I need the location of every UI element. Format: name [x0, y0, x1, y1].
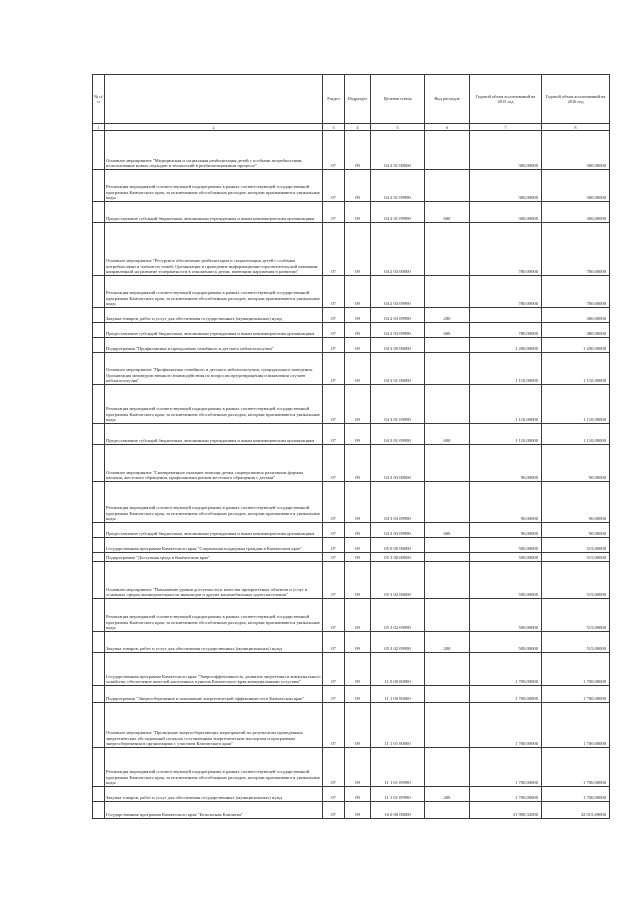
- cell-2016: 300,00000: [542, 170, 610, 202]
- table-row: [93, 276, 610, 308]
- table-row: [93, 482, 610, 523]
- cell-num: [93, 748, 105, 787]
- cell-podrazdel: 09: [345, 223, 371, 276]
- cell-name: Государственная программа Камчатского края "Безопасная Камчатка": [105, 802, 323, 819]
- cell-name: Основное мероприятие "Своевременное оказание помощи детям, подвергшимся различным формам насилия, жестокого обращения, профилактика рисков жестокого обращения с детьми": [105, 445, 323, 482]
- table-row: [93, 653, 610, 686]
- cell-podrazdel: 09: [345, 523, 371, 538]
- cell-name: Реализация мероприятий соответствующей подпрограммы в рамках соответствующей государственной программы Камчатского края, за исключением обособленных расходов, которым присваиваются уникальные коды: [105, 385, 323, 424]
- cell-podrazdel: 09: [345, 131, 371, 170]
- header-podrazdel: Подраздел: [345, 75, 371, 124]
- cell-2016: 1 700,00000: [542, 653, 610, 686]
- table-row: [93, 424, 610, 445]
- cell-csr: 04 2 03 00000: [371, 223, 425, 276]
- table-row: [93, 353, 610, 385]
- cell-razdel: 07: [323, 424, 345, 445]
- cell-2016: 1 110,00000: [542, 385, 610, 424]
- cell-num: [93, 802, 105, 819]
- cell-name: Закупка товаров, работ и услуг для обеспечения государственных (муниципальных) нужд: [105, 632, 323, 653]
- cell-2015: 1 700,00000: [470, 787, 542, 802]
- cell-2016: 90,00000: [542, 445, 610, 482]
- cell-2015: 780,00000: [470, 223, 542, 276]
- cell-num: [93, 599, 105, 632]
- table-row: [93, 553, 610, 562]
- cell-2016: 780,00000: [542, 223, 610, 276]
- cell-csr: 05 0 00 00000: [371, 538, 425, 553]
- cell-2015: 780,00000: [470, 276, 542, 308]
- cell-csr: 05 3 02 09990: [371, 599, 425, 632]
- cell-csr: 04 3 03 09990: [371, 523, 425, 538]
- cell-2016: 1 110,00000: [542, 353, 610, 385]
- cell-2016: 300,00000: [542, 131, 610, 170]
- cell-2015: 300,00000: [470, 170, 542, 202]
- table-row: [93, 562, 610, 599]
- col-number: 8: [542, 124, 610, 131]
- cell-2016: 780,00000: [542, 276, 610, 308]
- cell-name: Государственная программа Камчатского края "Энергоэффективность, развитие энергетики и коммунального хозяйства, обеспечение жителей населенных пунктов Камчатского края коммунальными услугами": [105, 653, 323, 686]
- cell-name: Предоставление субсидий бюджетным, автономным учреждениям и иным некоммерческим организациям: [105, 323, 323, 338]
- cell-name: Государственная программа Камчатского края "Социальная поддержка граждан в Камчатском крае": [105, 538, 323, 553]
- cell-num: [93, 353, 105, 385]
- cell-csr: 05 3 00 00000: [371, 553, 425, 562]
- cell-2015: 500,00000: [470, 553, 542, 562]
- cell-2016: 1 700,00000: [542, 748, 610, 787]
- cell-podrazdel: 09: [345, 748, 371, 787]
- cell-podrazdel: 09: [345, 353, 371, 385]
- cell-vr: [425, 748, 470, 787]
- cell-podrazdel: 09: [345, 538, 371, 553]
- cell-2015: 1 700,00000: [470, 748, 542, 787]
- cell-2015: 31 908,32000: [470, 802, 542, 819]
- cell-csr: 04 3 03 09990: [371, 482, 425, 523]
- cell-csr: 04 3 01 00000: [371, 353, 425, 385]
- cell-2015: 1 200,00000: [470, 338, 542, 353]
- cell-name: Реализация мероприятий соответствующей подпрограммы в рамках соответствующей государственной программы Камчатского края, за исключением обособленных расходов, которым присваиваются уникальные коды: [105, 276, 323, 308]
- header-num: № п/п: [93, 75, 105, 124]
- header-razdel: Раздел: [323, 75, 345, 124]
- cell-name: Подпрограмма "Доступная среда в Камчатском крае": [105, 553, 323, 562]
- header-vr: Вид расходов: [425, 75, 470, 124]
- cell-vr: [425, 170, 470, 202]
- cell-2015: 1 110,00000: [470, 385, 542, 424]
- cell-razdel: 07: [323, 562, 345, 599]
- cell-podrazdel: 09: [345, 653, 371, 686]
- cell-csr: 11 1 00 00000: [371, 686, 425, 703]
- cell-2016: 515,00000: [542, 632, 610, 653]
- table-row: [93, 223, 610, 276]
- cell-name: Основное мероприятие "Проведение энергосберегающих мероприятий по результатам проведенных энергетических обследований согласно составленным энергетическим паспортам и программам энергосбережения в организациях с участием Камчатского края": [105, 703, 323, 748]
- cell-razdel: 07: [323, 802, 345, 819]
- cell-vr: [425, 445, 470, 482]
- cell-razdel: 07: [323, 787, 345, 802]
- cell-razdel: 07: [323, 523, 345, 538]
- cell-podrazdel: 09: [345, 308, 371, 323]
- cell-csr: 04 2 03 09990: [371, 308, 425, 323]
- cell-num: [93, 653, 105, 686]
- table-row: [93, 748, 610, 787]
- cell-csr: 05 3 02 09990: [371, 632, 425, 653]
- cell-razdel: 07: [323, 223, 345, 276]
- cell-vr: [425, 131, 470, 170]
- cell-num: [93, 323, 105, 338]
- cell-2016: 515,00000: [542, 562, 610, 599]
- column-number-row: [93, 124, 610, 131]
- cell-vr: [425, 599, 470, 632]
- table-header-row: [93, 75, 610, 124]
- cell-csr: 11 0 00 00000: [371, 653, 425, 686]
- cell-name: Реализация мероприятий соответствующей подпрограммы в рамках соответствующей государственной программы Камчатского края, за исключением обособленных расходов, которым присваиваются уникальные коды: [105, 748, 323, 787]
- cell-2015: 1 700,00000: [470, 653, 542, 686]
- cell-podrazdel: 09: [345, 445, 371, 482]
- header-csr: Целевая статья: [371, 75, 425, 124]
- col-number: 4: [345, 124, 371, 131]
- cell-num: [93, 170, 105, 202]
- cell-num: [93, 523, 105, 538]
- cell-csr: 11 1 01 00000: [371, 703, 425, 748]
- cell-csr: 11 1 01 09990: [371, 787, 425, 802]
- cell-podrazdel: 09: [345, 703, 371, 748]
- cell-vr: 600: [425, 424, 470, 445]
- cell-razdel: 07: [323, 353, 345, 385]
- cell-razdel: 07: [323, 338, 345, 353]
- cell-razdel: 07: [323, 599, 345, 632]
- table-row: [93, 703, 610, 748]
- table-row: [93, 787, 610, 802]
- cell-vr: [425, 482, 470, 523]
- cell-vr: 600: [425, 323, 470, 338]
- cell-2015: 300,00000: [470, 131, 542, 170]
- cell-csr: 04 2 01 00000: [371, 131, 425, 170]
- cell-vr: [425, 353, 470, 385]
- cell-razdel: 07: [323, 748, 345, 787]
- cell-num: [93, 787, 105, 802]
- cell-podrazdel: 09: [345, 202, 371, 223]
- cell-2015: 90,00000: [470, 482, 542, 523]
- cell-csr: 04 2 03 09990: [371, 276, 425, 308]
- cell-num: [93, 686, 105, 703]
- cell-num: [93, 338, 105, 353]
- cell-num: [93, 445, 105, 482]
- budget-table-sheet: [92, 74, 609, 819]
- cell-num: [93, 553, 105, 562]
- cell-name: Предоставление субсидий бюджетным, автономным учреждениям и иным некоммерческим организациям: [105, 523, 323, 538]
- budget-table: [92, 74, 610, 819]
- cell-num: [93, 308, 105, 323]
- cell-razdel: 07: [323, 202, 345, 223]
- cell-csr: 04 2 01 09990: [371, 202, 425, 223]
- cell-vr: [425, 653, 470, 686]
- cell-num: [93, 482, 105, 523]
- cell-vr: 200: [425, 308, 470, 323]
- cell-name: Основное мероприятие "Профилактика семейного и детского неблагополучия, суицидального поведения. Организация межведомственного взаимодействия по вопросам предотвращения и выявления случаев неблагополучия": [105, 353, 323, 385]
- cell-name: Закупка товаров, работ и услуг для обеспечения государственных (муниципальных) нужд: [105, 308, 323, 323]
- cell-razdel: 07: [323, 703, 345, 748]
- cell-razdel: 07: [323, 170, 345, 202]
- cell-2016: 515,00000: [542, 599, 610, 632]
- cell-podrazdel: 09: [345, 562, 371, 599]
- table-row: [93, 338, 610, 353]
- cell-name: Подпрограмма "Профилактика и преодоление семейного и детского неблагополучия": [105, 338, 323, 353]
- cell-csr: 04 3 01 09990: [371, 385, 425, 424]
- cell-podrazdel: 09: [345, 424, 371, 445]
- cell-num: [93, 632, 105, 653]
- cell-podrazdel: 09: [345, 482, 371, 523]
- cell-2016: 1 200,00000: [542, 338, 610, 353]
- cell-num: [93, 223, 105, 276]
- cell-name: Закупка товаров, работ и услуг для обеспечения государственных (муниципальных) нужд: [105, 787, 323, 802]
- cell-razdel: 07: [323, 686, 345, 703]
- cell-2016: 1 700,00000: [542, 686, 610, 703]
- cell-name: Реализация мероприятий соответствующей подпрограммы в рамках соответствующей государственной программы Камчатского края, за исключением обособленных расходов, которым присваиваются уникальные коды: [105, 170, 323, 202]
- cell-csr: 05 3 02 00000: [371, 562, 425, 599]
- cell-podrazdel: 09: [345, 323, 371, 338]
- cell-podrazdel: 09: [345, 787, 371, 802]
- cell-2015: 1 700,00000: [470, 703, 542, 748]
- cell-podrazdel: 09: [345, 338, 371, 353]
- cell-vr: [425, 223, 470, 276]
- header-name: [105, 75, 323, 124]
- table-body: [93, 131, 610, 819]
- cell-razdel: 07: [323, 553, 345, 562]
- col-number: 2: [105, 124, 323, 131]
- cell-2015: 1 110,00000: [470, 353, 542, 385]
- cell-name: Основное мероприятие "Ресурсное обеспечение реабилитации и социализации детей с особыми потребностями и членов их семей; Организация и проведение информационно-просветительской кампании, направленной на развитие толерантности в отношении к детям, имеющим нарушения в развитии": [105, 223, 323, 276]
- cell-2016: 515,00000: [542, 553, 610, 562]
- cell-2015: 300,00000: [470, 202, 542, 223]
- cell-razdel: 07: [323, 653, 345, 686]
- cell-podrazdel: 09: [345, 686, 371, 703]
- cell-2016: 1 700,00000: [542, 787, 610, 802]
- cell-vr: [425, 686, 470, 703]
- cell-csr: 04 3 03 00000: [371, 445, 425, 482]
- cell-vr: [425, 703, 470, 748]
- cell-2015: 1 700,00000: [470, 686, 542, 703]
- table-row: [93, 445, 610, 482]
- cell-podrazdel: 09: [345, 385, 371, 424]
- col-number: 5: [371, 124, 425, 131]
- header-2016: Годовой объем ассигнований на 2016 год: [542, 75, 610, 124]
- cell-num: [93, 538, 105, 553]
- cell-2016: 300,00000: [542, 202, 610, 223]
- cell-podrazdel: 09: [345, 276, 371, 308]
- col-number: 1: [93, 124, 105, 131]
- cell-vr: [425, 538, 470, 553]
- cell-razdel: 07: [323, 131, 345, 170]
- cell-csr: 16 0 00 00000: [371, 802, 425, 819]
- cell-vr: 200: [425, 632, 470, 653]
- cell-num: [93, 424, 105, 445]
- table-row: [93, 308, 610, 323]
- cell-2016: 1 700,00000: [542, 703, 610, 748]
- table-row: [93, 202, 610, 223]
- cell-razdel: 07: [323, 482, 345, 523]
- cell-razdel: 07: [323, 323, 345, 338]
- cell-num: [93, 562, 105, 599]
- cell-vr: [425, 562, 470, 599]
- cell-razdel: 07: [323, 276, 345, 308]
- cell-podrazdel: 09: [345, 599, 371, 632]
- cell-2016: 32 015,69000: [542, 802, 610, 819]
- cell-2016: 480,00000: [542, 323, 610, 338]
- cell-2015: 500,00000: [470, 562, 542, 599]
- table-row: [93, 385, 610, 424]
- cell-num: [93, 131, 105, 170]
- cell-podrazdel: 09: [345, 802, 371, 819]
- cell-2016: 90,00000: [542, 482, 610, 523]
- cell-razdel: 07: [323, 632, 345, 653]
- cell-csr: 04 2 03 09990: [371, 323, 425, 338]
- cell-vr: [425, 338, 470, 353]
- cell-vr: [425, 385, 470, 424]
- cell-podrazdel: 09: [345, 553, 371, 562]
- cell-csr: 04 3 00 00000: [371, 338, 425, 353]
- cell-name: Подпрограмма "Энергосбережение и повышение энергетической эффективности в Камчатском крае": [105, 686, 323, 703]
- cell-vr: [425, 802, 470, 819]
- cell-2015: 1 110,00000: [470, 424, 542, 445]
- table-row: [93, 632, 610, 653]
- table-row: [93, 323, 610, 338]
- cell-2015: 780,00000: [470, 323, 542, 338]
- cell-2015: [470, 308, 542, 323]
- cell-name: Реализация мероприятий соответствующей подпрограммы в рамках соответствующей государственной программы Камчатского края, за исключением обособленных расходов, которым присваиваются уникальные коды: [105, 482, 323, 523]
- cell-name: Предоставление субсидий бюджетным, автономным учреждениям и иным некоммерческим организациям: [105, 424, 323, 445]
- cell-num: [93, 276, 105, 308]
- col-number: 6: [425, 124, 470, 131]
- cell-vr: 200: [425, 787, 470, 802]
- cell-2016: 1 110,00000: [542, 424, 610, 445]
- cell-vr: 600: [425, 202, 470, 223]
- table-row: [93, 599, 610, 632]
- col-number: 7: [470, 124, 542, 131]
- cell-2015: 90,00000: [470, 523, 542, 538]
- cell-razdel: 07: [323, 385, 345, 424]
- cell-razdel: 07: [323, 308, 345, 323]
- cell-vr: 600: [425, 523, 470, 538]
- cell-2016: 300,00000: [542, 308, 610, 323]
- cell-num: [93, 385, 105, 424]
- table-row: [93, 170, 610, 202]
- cell-num: [93, 202, 105, 223]
- table-row: [93, 538, 610, 553]
- cell-2015: 90,00000: [470, 445, 542, 482]
- cell-name: Основное мероприятие "Повышение уровня доступности и качества приоритетных объектов и услуг в основных сферах жизнедеятельности инвалидов и других маломобильных групп населения": [105, 562, 323, 599]
- cell-vr: [425, 276, 470, 308]
- cell-podrazdel: 09: [345, 170, 371, 202]
- cell-name: Реализация мероприятий соответствующей подпрограммы в рамках соответствующей государственной программы Камчатского края, за исключением обособленных расходов, которым присваиваются уникальные коды: [105, 599, 323, 632]
- cell-2015: 500,00000: [470, 632, 542, 653]
- table-row: [93, 686, 610, 703]
- cell-razdel: 07: [323, 445, 345, 482]
- cell-name: Основное мероприятие "Медицинская и социальная реабилитация детей с особыми потребностями, использование новых подходов и технологий в реабилитационном процессе": [105, 131, 323, 170]
- cell-2015: 500,00000: [470, 599, 542, 632]
- cell-num: [93, 703, 105, 748]
- cell-2016: 515,00000: [542, 538, 610, 553]
- cell-2015: 500,00000: [470, 538, 542, 553]
- table-row: [93, 523, 610, 538]
- cell-2016: 90,00000: [542, 523, 610, 538]
- header-2015: Годовой объем ассигнований на 2015 год: [470, 75, 542, 124]
- cell-csr: 11 1 01 09990: [371, 748, 425, 787]
- col-number: 3: [323, 124, 345, 131]
- cell-vr: [425, 553, 470, 562]
- table-row: [93, 131, 610, 170]
- cell-name: Предоставление субсидий бюджетным, автономным учреждениям и иным некоммерческим организациям: [105, 202, 323, 223]
- cell-razdel: 07: [323, 538, 345, 553]
- cell-podrazdel: 09: [345, 632, 371, 653]
- cell-csr: 04 3 01 09990: [371, 424, 425, 445]
- cell-csr: 04 2 01 09990: [371, 170, 425, 202]
- table-row: [93, 802, 610, 819]
